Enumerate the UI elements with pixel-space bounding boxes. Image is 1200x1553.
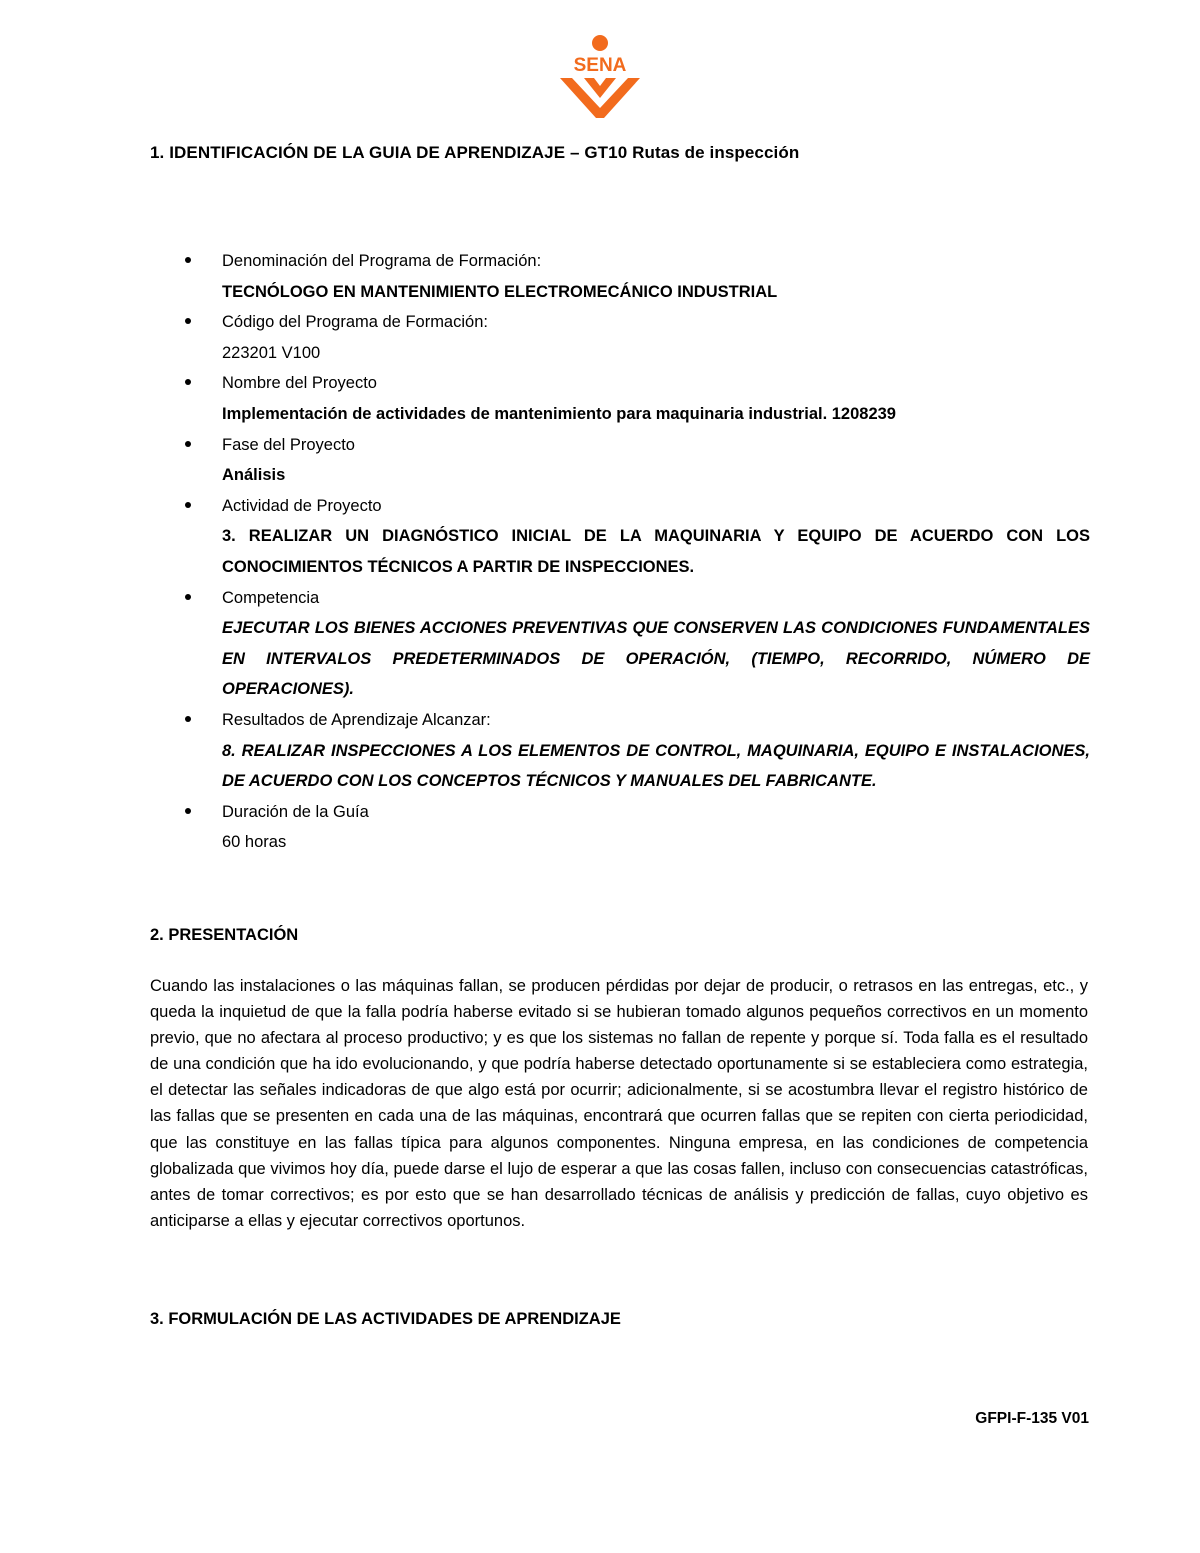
section-2-heading: 2. PRESENTACIÓN (150, 926, 299, 944)
list-item (150, 491, 1090, 583)
list-item (150, 797, 1090, 858)
item-value: 223201 V100 (222, 343, 321, 362)
item-label: Competencia (222, 588, 320, 607)
item-label: Duración de la Guía (222, 802, 369, 821)
list-item (150, 368, 1090, 429)
list-item (150, 583, 1090, 705)
item-value: EJECUTAR LOS BIENES ACCIONES PREVENTIVAS QUE CONSERVEN LAS CONDICIONES FUNDAMENTALES EN INTERVALOS PREDETERMINADOS DE OPERACIÓN, (TIEMPO, RECORRIDO, NÚMERO DE OPERACIONES). (222, 619, 1090, 699)
bullet-icon (185, 808, 191, 814)
bullet-icon (185, 502, 191, 508)
bullet-icon (185, 318, 191, 324)
bullet-icon (185, 716, 191, 722)
sena-logo (554, 34, 646, 120)
section-3-heading: 3. FORMULACIÓN DE LAS ACTIVIDADES DE APRENDIZAJE (150, 1310, 621, 1328)
item-label: Nombre del Proyecto (222, 374, 377, 393)
list-item (150, 430, 1090, 491)
form-code: GFPI-F-135 V01 (975, 1410, 1089, 1427)
item-value: 3. REALIZAR UN DIAGNÓSTICO INICIAL DE LA MAQUINARIA Y EQUIPO DE ACUERDO CON LOS CONOCIMIENTOS TÉCNICOS A PARTIR DE INSPECCIONES. (222, 527, 1090, 576)
bullet-icon (185, 379, 191, 385)
item-label: Código del Programa de Formación: (222, 313, 488, 332)
item-label: Actividad de Proyecto (222, 496, 382, 515)
bullet-icon (185, 257, 191, 263)
bullet-icon (185, 441, 191, 447)
identification-list (150, 246, 1090, 858)
svg-text:SENA: SENA (573, 55, 627, 76)
item-label: Denominación del Programa de Formación: (222, 252, 542, 270)
presentation-paragraph: Cuando las instalaciones o las máquinas fallan, se producen pérdidas por dejar de producir, o retrasos en las entregas, etc., y queda la inquietud de que la falla podría haberse evitado si se hubieran tomado algunos pequeños correctivos en un momento previo, que no afectara al proceso productivo; y es que los sistemas no fallan de repente y porque sí. Toda falla es el resultado de una condición que ha ido evolucionando, y que podría haberse detectado oportunamente si se estableciera como estrategia, el detectar las señales indicadoras de que algo está por ocurrir; adicionalmente, si se acostumbra llevar el registro histórico de las fallas que se presenten en cada una de las máquinas, encontrará que ocurren fallas que se repiten con cierta periodicidad, que las constituye en las fallas típica para algunos componentes. Ninguna empresa, en las condiciones de competencia globalizada que vivimos hoy día, puede darse el lujo de esperar a que las cosas fallen, incluso con consecuencias catastróficas, antes de tomar correctivos; es por esto que se han desarrollado técnicas de análisis y predicción de fallas, cuyo objetivo es anticiparse a ellas y ejecutar correctivos oportunos. (150, 977, 1088, 1230)
item-value: Análisis (222, 466, 286, 485)
item-value: TECNÓLOGO EN MANTENIMIENTO ELECTROMECÁNICO INDUSTRIAL (222, 282, 778, 301)
list-item (150, 246, 1090, 307)
item-label: Resultados de Aprendizaje Alcanzar: (222, 710, 491, 729)
item-value: Implementación de actividades de mantenimiento para maquinaria industrial. 1208239 (222, 404, 896, 423)
item-value: 60 horas (222, 833, 287, 852)
list-item (150, 307, 1090, 368)
item-value: 8. REALIZAR INSPECCIONES A LOS ELEMENTOS DE CONTROL, MAQUINARIA, EQUIPO E INSTALACIONES, DE ACUERDO CON LOS CONCEPTOS TÉCNICOS Y MANUALES DEL FABRICANTE. (222, 741, 1090, 791)
bullet-icon (185, 594, 191, 600)
item-label: Fase del Proyecto (222, 435, 355, 454)
section-1-heading: 1. IDENTIFICACIÓN DE LA GUIA DE APRENDIZAJE – GT10 Rutas de inspección (150, 143, 800, 162)
list-item (150, 705, 1090, 797)
